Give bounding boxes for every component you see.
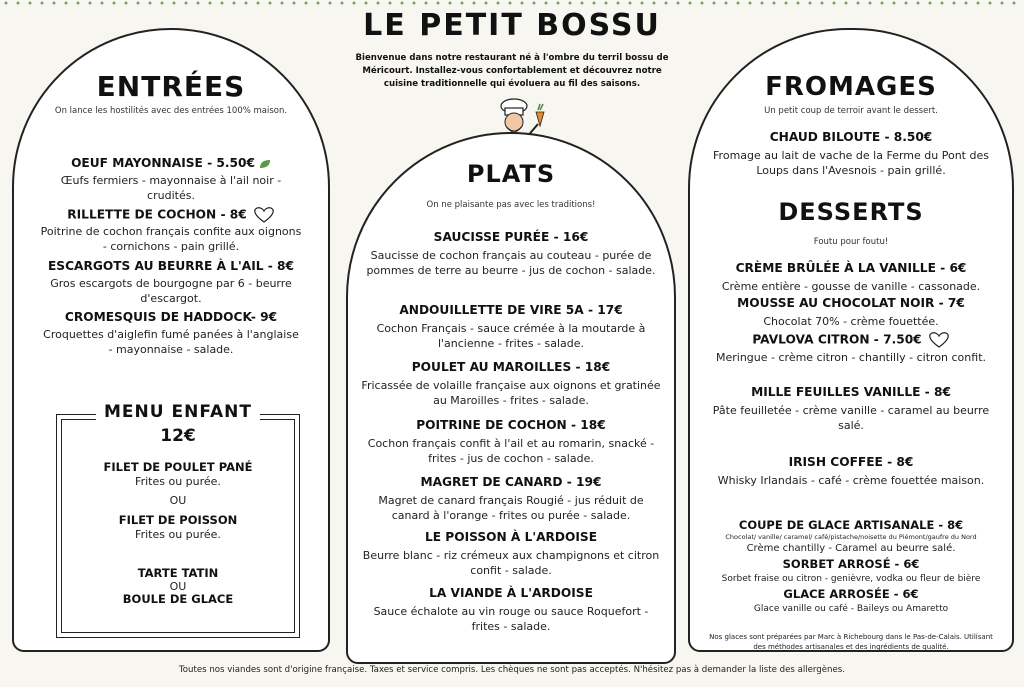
dessert-name: CRÈME BRÛLÉE À LA VANILLE - 6€ bbox=[735, 261, 967, 275]
dessert-name: MOUSSE AU CHOCOLAT NOIR - 7€ bbox=[737, 296, 965, 310]
plat-name: MAGRET DE CANARD - 19€ bbox=[420, 475, 602, 489]
dessert-desc: Meringue - crème citron - chantilly - citron confit. bbox=[716, 351, 986, 364]
heart-icon bbox=[253, 207, 275, 223]
glace-name: GLACE ARROSÉE - 6€ bbox=[783, 587, 919, 601]
plat-desc: Saucisse de cochon français au couteau - purée de pommes de terre au beurre - jus de cochon - salade. bbox=[366, 249, 656, 277]
footer-note: Toutes nos viandes sont d'origine française. Taxes et service compris. Les chèques ne sont pas acceptés. N'hésitez pas à demander la liste des allergènes. bbox=[178, 665, 845, 675]
leaf-icon bbox=[259, 159, 271, 169]
plats-subtitle: On ne plaisante pas avec les traditions! bbox=[426, 200, 596, 210]
dessert-desc: Crème entière - gousse de vanille - cassonade. bbox=[721, 280, 981, 293]
menu-enfant-price: 12€ bbox=[160, 426, 196, 446]
dessert-name-text: PAVLOVA CITRON - 7.50€ bbox=[752, 332, 922, 347]
plat-desc: Beurre blanc - riz crémeux aux champignons et citron confit - salade. bbox=[362, 549, 660, 577]
plat-desc: Sauce échalote au vin rouge ou sauce Roquefort - frites - salade. bbox=[373, 605, 649, 633]
menu-enfant-or: OU bbox=[169, 494, 187, 507]
plat-name: POULET AU MAROILLES - 18€ bbox=[411, 360, 611, 374]
coupe-name: COUPE DE GLACE ARTISANALE - 8€ bbox=[738, 518, 964, 532]
coupe-flavors: Chocolat/ vanille/ caramel/ café/pistache/noisette du Piémont/gaufre du Nord bbox=[725, 533, 977, 541]
entree-desc: Croquettes d'aiglefin fumé panées à l'anglaise - mayonnaise - salade. bbox=[43, 328, 299, 356]
menu-enfant-desc: Frites ou purée. bbox=[135, 528, 221, 541]
dessert-name bbox=[688, 332, 1014, 348]
fromages-title: FROMAGES bbox=[765, 72, 937, 102]
dessert-name: IRISH COFFEE - 8€ bbox=[788, 455, 914, 469]
entree-desc: Poitrine de cochon français confite aux oignons - cornichons - pain grillé. bbox=[40, 225, 302, 253]
top-dot-border bbox=[0, 0, 1024, 6]
entree-name: CROMESQUIS DE HADDOCK- 9€ bbox=[64, 310, 278, 324]
plat-name: POITRINE DE COCHON - 18€ bbox=[416, 418, 606, 432]
dessert-name: MILLE FEUILLES VANILLE - 8€ bbox=[751, 385, 951, 399]
plats-title: PLATS bbox=[466, 160, 556, 188]
fromages-subtitle: Un petit coup de terroir avant le dessert. bbox=[764, 106, 938, 116]
restaurant-title: LE PETIT BOSSU bbox=[363, 8, 661, 43]
heart-icon bbox=[928, 332, 950, 348]
menu-enfant-or: OU bbox=[169, 580, 187, 593]
glaces-note: Nos glaces sont préparées par Marc à Richebourg dans le Pas-de-Calais. Utilisant des méthodes artisanales et des ingrédients de qualité. bbox=[709, 633, 993, 651]
entree-name bbox=[12, 156, 330, 170]
glace-desc: Glace vanille ou café - Baileys ou Amaretto bbox=[753, 604, 949, 614]
plat-desc: Fricassée de volaille française aux oignons et gratinée au Maroilles - frites - salade. bbox=[361, 379, 661, 407]
menu-enfant-title: MENU ENFANT bbox=[96, 402, 260, 422]
plat-name: SAUCISSE PURÉE - 16€ bbox=[433, 230, 589, 244]
plat-desc: Magret de canard français Rougié - jus réduit de canard à l'orange - frites ou purée - salade. bbox=[378, 494, 644, 522]
plat-desc: Cochon Français - sauce crémée à la moutarde à l'ancienne - frites - salade. bbox=[376, 322, 646, 350]
plat-desc: Cochon français confit à l'ail et au romarin, snacké - frites - jus de cochon - salade. bbox=[367, 437, 655, 465]
desserts-subtitle: Foutu pour foutu! bbox=[813, 237, 889, 247]
fromage-name: CHAUD BILOUTE - 8.50€ bbox=[769, 130, 933, 144]
dessert-desc: Chocolat 70% - crème fouettée. bbox=[763, 315, 939, 328]
plat-name: ANDOUILLETTE DE VIRE 5A - 17€ bbox=[399, 303, 623, 317]
entree-name-text: RILLETTE DE COCHON - 8€ bbox=[67, 207, 247, 222]
entree-desc: Gros escargots de bourgogne par 6 - beurre d'escargot. bbox=[50, 277, 292, 305]
menu-enfant-item: FILET DE POULET PANÉ bbox=[103, 460, 253, 474]
entree-name: ESCARGOTS AU BEURRE À L'AIL - 8€ bbox=[47, 259, 295, 273]
entree-name bbox=[12, 207, 330, 223]
plat-name: LA VIANDE À L'ARDOISE bbox=[429, 586, 593, 600]
entrees-title: ENTRÉES bbox=[96, 70, 246, 103]
intro-text: Bienvenue dans notre restaurant né à l'ombre du terril bossu de Méricourt. Installez-vous confortablement et découvrez notre cuisine traditionnelle qui évoluera au fil des saisons. bbox=[355, 53, 669, 89]
entrees-subtitle: On lance les hostilités avec des entrées 100% maison. bbox=[54, 106, 288, 116]
fromage-desc: Fromage au lait de vache de la Ferme du Pont des Loups dans l'Avesnois - pain grillé. bbox=[713, 149, 989, 177]
sorbet-name: SORBET ARROSÉ - 6€ bbox=[782, 557, 920, 571]
sorbet-desc: Sorbet fraise ou citron - genièvre, vodka ou fleur de bière bbox=[721, 574, 981, 584]
dessert-desc: Pâte feuilletée - crème vanille - caramel au beurre salé. bbox=[712, 404, 990, 432]
dessert-desc: Whisky Irlandais - café - crème fouettée maison. bbox=[717, 474, 985, 487]
coupe-desc: Crème chantilly - Caramel au beurre salé. bbox=[746, 543, 956, 554]
entree-desc: Œufs fermiers - mayonnaise à l'ail noir - crudités. bbox=[60, 174, 282, 202]
plat-name: LE POISSON À L'ARDOISE bbox=[424, 530, 598, 544]
desserts-title: DESSERTS bbox=[778, 198, 924, 226]
menu-enfant-dessert: TARTE TATIN bbox=[137, 566, 219, 580]
menu-enfant-desc: Frites ou purée. bbox=[135, 475, 221, 488]
menu-enfant-item: FILET DE POISSON bbox=[118, 513, 238, 527]
menu-enfant-dessert: BOULE DE GLACE bbox=[122, 592, 234, 606]
entree-name-text: OEUF MAYONNAISE - 5.50€ bbox=[71, 156, 255, 170]
